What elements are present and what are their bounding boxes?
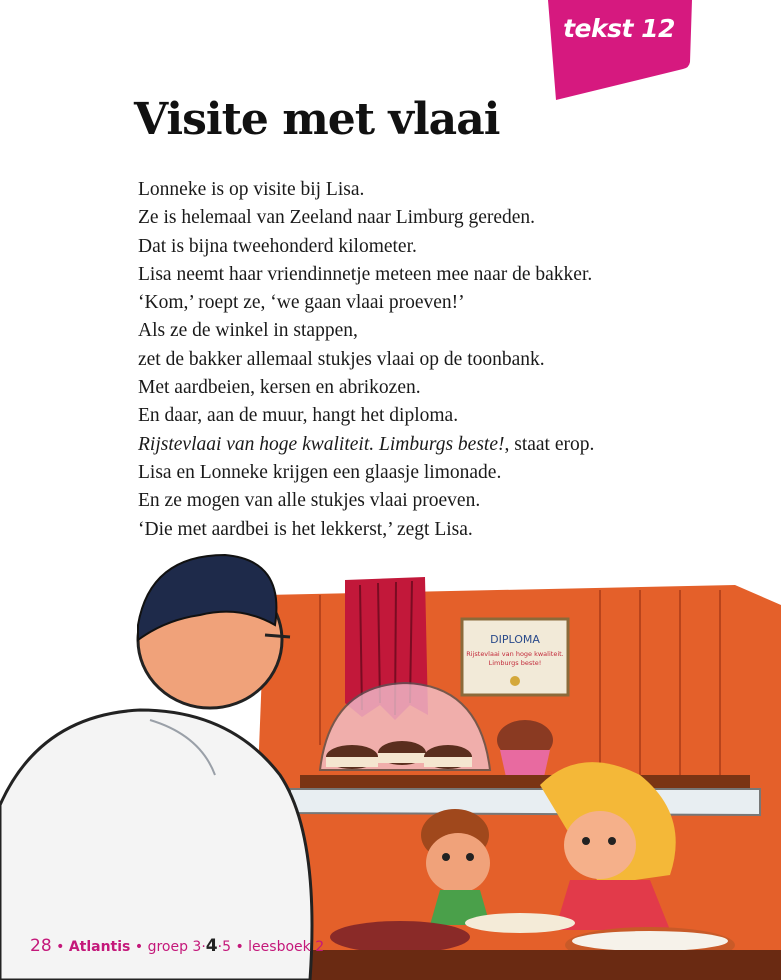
story-text <box>138 176 594 544</box>
footer-separator: • <box>56 939 65 955</box>
chapter-tab <box>546 0 692 100</box>
diploma-heading: DIPLOMA <box>490 633 540 646</box>
cakes-under-dome <box>326 741 472 769</box>
story-line: Dat is bijna tweehonderd kilometer. <box>138 235 417 257</box>
italic-quote: Rijstevlaai van hoge kwaliteit. Limburgs beste! <box>138 433 505 455</box>
tab-label: tekst 12 <box>563 14 675 43</box>
diploma-frame <box>462 619 568 695</box>
story-title: Visite met vlaai <box>134 94 500 145</box>
story-line: zet de bakker allemaal stukjes vlaai op de toonbank. <box>138 348 545 370</box>
group-suffix: 5 <box>222 939 231 955</box>
story-line: Ze is helemaal van Zeeland naar Limburg gereden. <box>138 207 536 229</box>
group-prefix: groep 3 <box>147 939 202 955</box>
story-line: Met aardbeien, kersen en abrikozen. <box>138 377 421 399</box>
group-current: 4 <box>205 936 218 956</box>
page-footer <box>30 936 324 956</box>
counter-top <box>250 950 781 980</box>
story-line: En daar, aan de muur, hangt het diploma. <box>138 405 459 427</box>
upper-shelf <box>300 775 750 789</box>
diploma-line-2: Limburgs beste! <box>488 659 542 667</box>
diploma-line-1: Rijstevlaai van hoge kwaliteit. <box>466 650 564 658</box>
story-line: Lisa en Lonneke krijgen een glaasje limonade. <box>138 461 502 483</box>
footer-separator: • <box>134 939 144 955</box>
diploma-seal <box>510 676 520 686</box>
page-number: 28 <box>30 936 52 956</box>
display-case-glass <box>290 789 760 815</box>
story-line: Lonneke is op visite bij Lisa. <box>138 179 365 200</box>
story-line-italic <box>138 431 594 459</box>
story-line: Als ze de winkel in stappen, <box>138 320 358 342</box>
cupcake <box>497 720 553 777</box>
story-line: Lisa neemt haar vriendinnetje meteen mee naar de bakker. <box>138 263 593 285</box>
footer-brand: Atlantis <box>68 939 131 955</box>
story-line: ‘Die met aardbei is het lekkerst,’ zegt Lisa. <box>138 518 473 540</box>
footer-group: groep 3·4·5 <box>147 936 231 956</box>
footer-book: leesboek 2 <box>248 939 325 955</box>
footer-separator: • <box>235 939 244 955</box>
baker-figure <box>0 555 312 980</box>
story-line: ‘Kom,’ roept ze, ‘we gaan vlaai proeven!’ <box>138 292 465 314</box>
italic-rest: , staat erop. <box>504 433 595 455</box>
bakery-illustration <box>0 545 781 980</box>
story-line: En ze mogen van alle stukjes vlaai proeven. <box>138 490 481 512</box>
